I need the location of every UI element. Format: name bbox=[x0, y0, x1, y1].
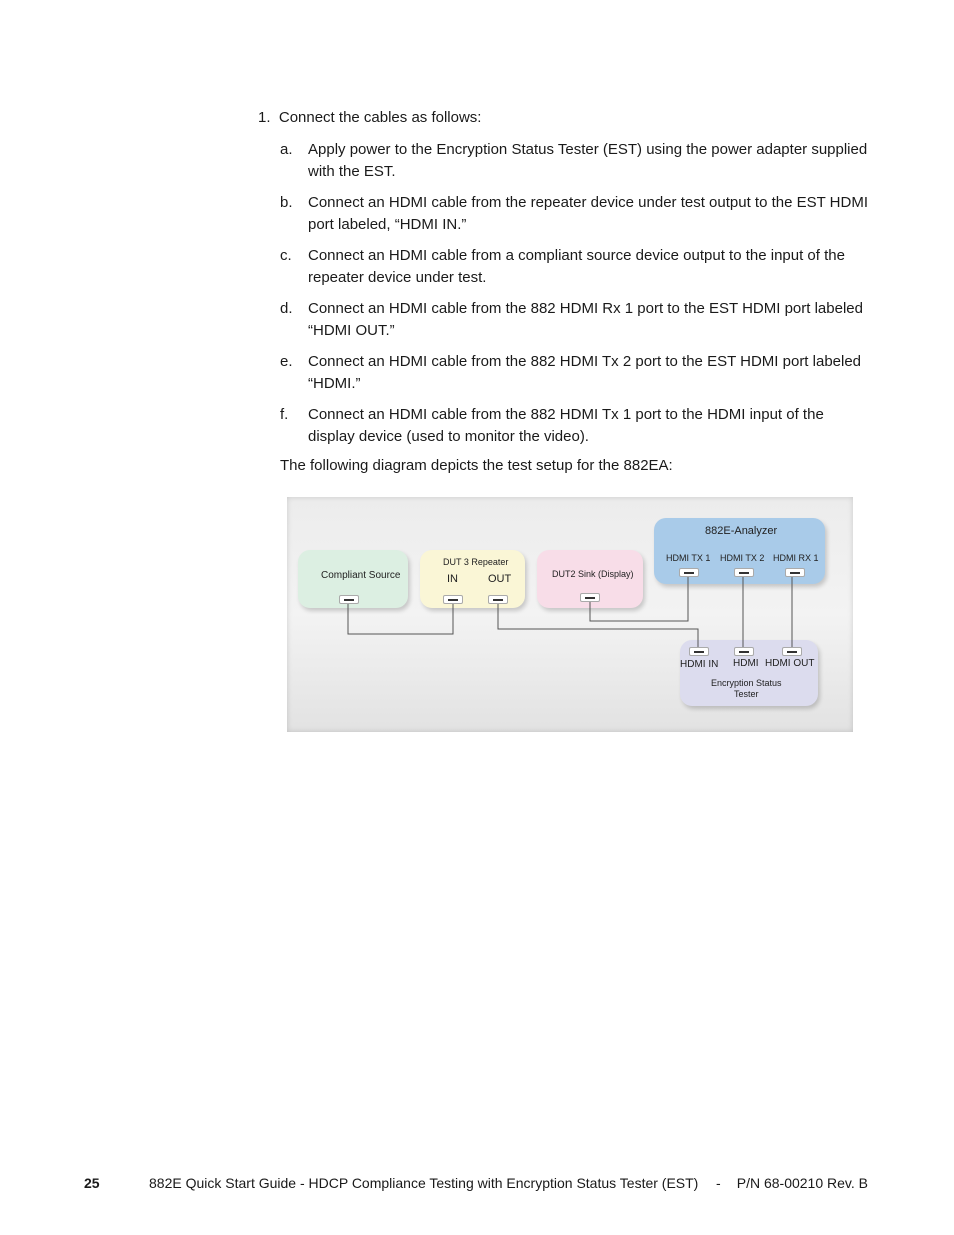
test-setup-diagram bbox=[287, 497, 853, 732]
substep-d bbox=[280, 298, 870, 342]
substep-e bbox=[280, 351, 870, 395]
step-number: 1. bbox=[258, 109, 271, 126]
analyzer-tx2-port bbox=[734, 568, 754, 577]
substep-a bbox=[280, 139, 870, 183]
repeater-in-label: IN bbox=[447, 573, 458, 585]
substep-text: Connect an HDMI cable from the 882 HDMI Tx 2 port to the EST HDMI port labeled “HDMI.” bbox=[308, 353, 862, 392]
step-1 bbox=[258, 108, 481, 128]
footer-title: 882E Quick Start Guide - HDCP Compliance Testing with Encryption Status Tester (EST) bbox=[149, 1175, 699, 1191]
analyzer-tx2-label: HDMI TX 2 bbox=[720, 553, 765, 563]
analyzer-tx1-label: HDMI TX 1 bbox=[666, 553, 711, 563]
cable-source-to-repeater-in bbox=[348, 600, 453, 634]
analyzer-rx1-port bbox=[785, 568, 805, 577]
sink-hdmi-port bbox=[580, 593, 600, 602]
substep-f bbox=[280, 404, 870, 448]
cable-repeater-out-to-tester-in bbox=[498, 600, 698, 648]
diagram-intro: The following diagram depicts the test setup for the 882EA: bbox=[280, 457, 673, 474]
analyzer-label: 882E-Analyzer bbox=[705, 525, 778, 537]
tester-hdmi-in-label: HDMI IN bbox=[680, 659, 719, 670]
substep-label: a. bbox=[280, 141, 293, 158]
repeater-in-port bbox=[443, 595, 463, 604]
repeater-out-label: OUT bbox=[488, 573, 512, 585]
cable-tx1-to-sink bbox=[590, 576, 688, 621]
step-text: Connect the cables as follows: bbox=[278, 109, 482, 126]
substep-label: d. bbox=[280, 300, 293, 317]
page-footer bbox=[0, 1174, 954, 1194]
compliant-source-label: Compliant Source bbox=[321, 570, 401, 581]
tester-label-line1: Encryption Status bbox=[711, 678, 782, 688]
repeater-label: DUT 3 Repeater bbox=[443, 557, 509, 567]
substep-text: Apply power to the Encryption Status Tester (EST) using the power adapter supplied with the EST. bbox=[308, 141, 868, 180]
substep-c bbox=[280, 245, 870, 289]
tester-hdmi-port bbox=[734, 647, 754, 656]
tester-label-line2: Tester bbox=[734, 689, 759, 699]
tester-hdmi-out-label: HDMI OUT bbox=[765, 658, 815, 669]
page-number: 25 bbox=[84, 1175, 100, 1191]
source-hdmi-port bbox=[339, 595, 359, 604]
substep-text: Connect an HDMI cable from the 882 HDMI Tx 1 port to the HDMI input of the display device (used to monitor the video). bbox=[308, 406, 824, 445]
substep-label: e. bbox=[280, 353, 293, 370]
footer-separator: - bbox=[716, 1175, 721, 1191]
analyzer-rx1-label: HDMI RX 1 bbox=[773, 553, 819, 563]
substep-label: f. bbox=[280, 406, 289, 423]
sink-label: DUT2 Sink (Display) bbox=[552, 569, 634, 579]
analyzer-tx1-port bbox=[679, 568, 699, 577]
substep-text: Connect an HDMI cable from the 882 HDMI Rx 1 port to the EST HDMI port labeled “HDMI OUT.” bbox=[308, 300, 863, 339]
substep-label: c. bbox=[280, 247, 292, 264]
substep-text: Connect an HDMI cable from a compliant source device output to the input of the repeater device under test. bbox=[308, 247, 845, 286]
repeater-out-port bbox=[488, 595, 508, 604]
footer-part-number: P/N 68-00210 Rev. B bbox=[736, 1175, 868, 1191]
tester-hdmi-out-port bbox=[782, 647, 802, 656]
substep-label: b. bbox=[280, 194, 293, 211]
tester-hdmi-in-port bbox=[689, 647, 709, 656]
tester-hdmi-label: HDMI bbox=[733, 658, 759, 669]
substep-list bbox=[280, 139, 870, 457]
substep-text: Connect an HDMI cable from the repeater device under test output to the EST HDMI port labeled, “HDMI IN.” bbox=[308, 194, 869, 233]
substep-b bbox=[280, 192, 870, 236]
